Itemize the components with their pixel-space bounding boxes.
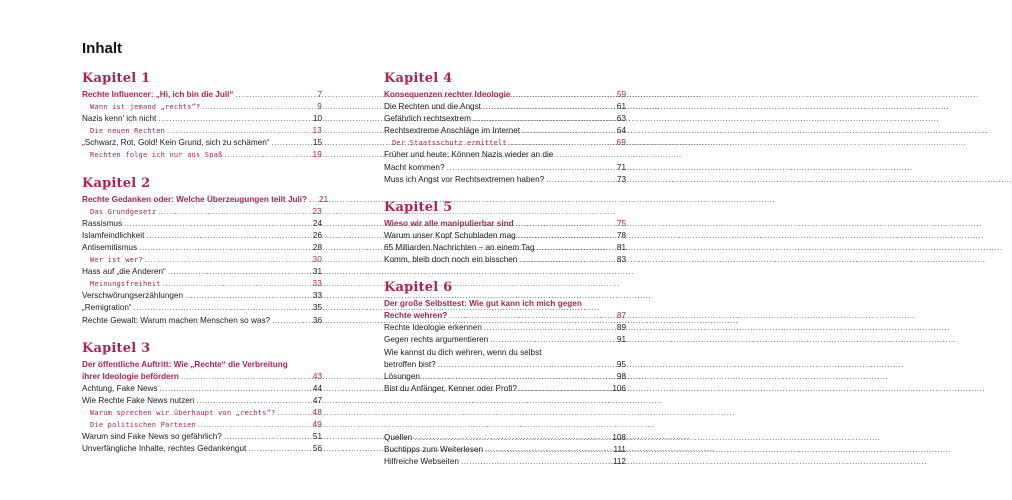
dot-leader bbox=[490, 334, 615, 346]
toc-entry[interactable] bbox=[384, 149, 626, 173]
page-number: 64 bbox=[616, 126, 626, 136]
toc-entry[interactable] bbox=[82, 359, 322, 383]
dot-leader bbox=[483, 101, 615, 113]
page-number: 98 bbox=[616, 371, 626, 381]
dot-leader bbox=[461, 456, 611, 468]
page-number: 108 bbox=[612, 432, 626, 442]
page-number: 28 bbox=[312, 242, 322, 252]
toc-entry-title: Lösungen bbox=[384, 371, 420, 381]
toc-entry-title: Wer ist wer? bbox=[90, 256, 143, 265]
dot-leader bbox=[198, 419, 311, 431]
toc-entry[interactable] bbox=[82, 419, 322, 431]
chapter-section bbox=[384, 71, 626, 186]
toc-entry-title-line: Der große Selbsttest: Wie gut kann ich mich gegen bbox=[384, 299, 582, 309]
toc-entry[interactable] bbox=[82, 431, 322, 443]
toc-entry-title: Konsequenzen rechter Ideologie bbox=[384, 90, 511, 99]
toc-entry[interactable] bbox=[82, 137, 322, 149]
dot-leader bbox=[163, 278, 311, 290]
page-number: 89 bbox=[616, 323, 626, 333]
toc-entry[interactable] bbox=[82, 230, 322, 242]
toc-entry-title: Verschwörungserzählungen bbox=[82, 291, 184, 301]
toc-entry-title: Rechte Influencer: „Hi, ich bin die Juli“ bbox=[82, 90, 234, 99]
toc-entry[interactable] bbox=[384, 242, 626, 254]
toc-entry-title: Achtung, Fake News bbox=[82, 383, 158, 393]
toc-entry-title: Warum sind Fake News so gefährlich? bbox=[82, 432, 222, 442]
toc-entry-title: Buchtipps zum Weiterlesen bbox=[384, 444, 484, 454]
toc-entry-title: Der Staatsschutz ermittelt bbox=[392, 139, 507, 148]
dot-leader bbox=[167, 125, 310, 137]
toc-entry[interactable] bbox=[384, 334, 626, 346]
toc-entry-title: Warum unser Kopf Schubladen mag bbox=[384, 230, 516, 240]
toc-entry-title: Rassismus bbox=[82, 218, 123, 228]
page-number: 36 bbox=[312, 315, 322, 325]
page-number: 73 bbox=[616, 174, 626, 184]
toc-entry[interactable] bbox=[82, 89, 322, 101]
page-number: 44 bbox=[312, 383, 322, 393]
dot-leader bbox=[518, 230, 615, 242]
dot-leader bbox=[202, 101, 315, 113]
dot-leader bbox=[124, 218, 311, 230]
dot-leader bbox=[473, 113, 615, 125]
page-number: 75 bbox=[616, 218, 626, 228]
toc-entry[interactable] bbox=[82, 113, 322, 125]
toc-entry-last-line bbox=[384, 359, 626, 371]
dot-leader bbox=[522, 125, 615, 137]
toc-entry[interactable] bbox=[82, 407, 322, 419]
dot-leader bbox=[168, 266, 311, 278]
page-number: 35 bbox=[312, 303, 322, 313]
toc-entry[interactable] bbox=[384, 432, 626, 444]
toc-entry[interactable] bbox=[82, 125, 322, 137]
page-number: 15 bbox=[312, 138, 322, 148]
dot-leader bbox=[248, 443, 311, 455]
toc-entry-title: Komm, bleib doch noch ein bisschen bbox=[384, 255, 518, 265]
toc-entry[interactable] bbox=[384, 254, 626, 266]
page-title: Inhalt bbox=[82, 40, 122, 57]
toc-entry[interactable] bbox=[82, 218, 322, 230]
toc-entry[interactable] bbox=[384, 101, 626, 113]
dot-leader bbox=[181, 371, 311, 383]
page-number: 56 bbox=[312, 444, 322, 454]
toc-entry[interactable] bbox=[384, 174, 626, 186]
dot-leader bbox=[447, 162, 615, 174]
toc-entry[interactable] bbox=[384, 444, 626, 456]
dot-leader bbox=[236, 89, 316, 101]
dot-leader bbox=[145, 254, 311, 266]
page-number: 33 bbox=[312, 279, 322, 289]
dot-leader bbox=[546, 174, 615, 186]
toc-entry[interactable] bbox=[82, 206, 322, 218]
toc-entry-title: Bist du Anfänger, Kenner oder Profi? bbox=[384, 383, 517, 393]
toc-entry-title: 65 Milliarden Nachrichten – an einem Tag bbox=[384, 242, 535, 252]
page-number: 19 bbox=[312, 150, 322, 160]
toc-entry-title: Rechte wehren? bbox=[384, 311, 448, 321]
toc-entry[interactable] bbox=[384, 322, 626, 334]
toc-entry-title: Islamfeindlichkeit bbox=[82, 230, 145, 240]
dot-leader bbox=[519, 383, 610, 395]
toc-entry-title: Quellen bbox=[384, 432, 413, 442]
toc-entry[interactable] bbox=[82, 383, 322, 395]
dot-leader bbox=[160, 383, 311, 395]
dot-leader bbox=[277, 407, 310, 419]
toc-entry-title: „Remigration“ bbox=[82, 303, 132, 313]
toc-entry-title: „Schwarz, Rot, Gold! Kein Grund, sich zu schämen“ bbox=[82, 138, 270, 148]
toc-entry[interactable] bbox=[82, 302, 322, 314]
toc-entry[interactable] bbox=[82, 149, 322, 161]
dot-leader bbox=[185, 290, 311, 302]
dot-leader bbox=[158, 113, 311, 125]
toc-entry-title: Wann ist jemand „rechts“? bbox=[90, 103, 201, 112]
toc-entry[interactable] bbox=[82, 101, 322, 113]
toc-entry[interactable] bbox=[82, 254, 322, 266]
page-number: 48 bbox=[312, 407, 322, 417]
page-number: 26 bbox=[312, 230, 322, 240]
toc-entry-title: betroffen bist? bbox=[384, 359, 436, 369]
toc-entry[interactable] bbox=[384, 347, 626, 371]
page-number: 23 bbox=[312, 206, 322, 216]
toc-entry-title-line: Der öffentliche Auftritt: Wie „Rechte“ die Verbreitung bbox=[82, 359, 288, 369]
toc-entry[interactable] bbox=[82, 395, 322, 407]
toc-entry[interactable] bbox=[384, 371, 626, 383]
dot-leader bbox=[509, 137, 615, 149]
toc-entry-last-line bbox=[384, 162, 626, 174]
dot-leader bbox=[438, 359, 615, 371]
dot-leader bbox=[271, 137, 310, 149]
page-number: 59 bbox=[616, 90, 626, 99]
toc-entry[interactable] bbox=[82, 194, 329, 206]
toc-entry[interactable] bbox=[82, 290, 322, 302]
chapter-heading[interactable]: Kapitel 2 bbox=[82, 175, 151, 191]
page-number: 31 bbox=[312, 267, 322, 277]
toc-entry-title: Rechte Gewalt: Warum machen Menschen so was? bbox=[82, 315, 271, 325]
dot-leader bbox=[309, 194, 317, 206]
dot-leader bbox=[485, 444, 611, 456]
toc-entry-last-line bbox=[82, 371, 322, 383]
dot-leader bbox=[449, 310, 615, 322]
page-number: 47 bbox=[312, 395, 322, 405]
page-number: 51 bbox=[312, 432, 322, 442]
dot-leader bbox=[134, 302, 311, 314]
dot-leader bbox=[224, 149, 310, 161]
toc-entry-title: Unverfängliche Inhalte, rechtes Gedankengut bbox=[82, 444, 247, 454]
page-number: 49 bbox=[312, 420, 322, 430]
toc-entry[interactable] bbox=[384, 218, 626, 230]
page-number: 24 bbox=[312, 218, 322, 228]
page-number: 71 bbox=[616, 162, 626, 172]
toc-entry-title-line: Wie kannst du dich wehren, wenn du selbst bbox=[384, 347, 542, 357]
dot-leader bbox=[516, 218, 615, 230]
toc-entry[interactable] bbox=[82, 443, 322, 455]
toc-entry-title: Die Rechten und die Angst bbox=[384, 102, 481, 112]
page-number: 7 bbox=[317, 90, 322, 99]
chapter-heading[interactable]: Kapitel 3 bbox=[82, 340, 151, 356]
chapter-heading[interactable]: Kapitel 5 bbox=[384, 199, 453, 215]
chapter-heading[interactable]: Kapitel 6 bbox=[384, 280, 453, 296]
page-number: 95 bbox=[616, 359, 626, 369]
page-number: 112 bbox=[612, 457, 626, 467]
toc-entry-title: Das Grundgesetz bbox=[90, 207, 157, 216]
dot-leader bbox=[484, 322, 615, 334]
toc-entry-title: Nazis kenn’ ich nicht bbox=[82, 114, 157, 124]
dot-leader bbox=[422, 371, 615, 383]
dot-leader bbox=[519, 254, 615, 266]
toc-right-column bbox=[384, 71, 626, 468]
dot-leader bbox=[272, 315, 311, 327]
toc-entry[interactable] bbox=[384, 125, 626, 137]
page-number: 63 bbox=[616, 114, 626, 124]
toc-entry-title: Rechte Ideologie erkennen bbox=[384, 323, 482, 333]
toc-entry-title: Wie Rechte Fake News nutzen bbox=[82, 395, 195, 405]
toc-entry-title: Rechtsextreme Anschläge im Internet bbox=[384, 126, 521, 136]
page-number: 43 bbox=[312, 371, 322, 381]
page-number: 87 bbox=[616, 311, 626, 321]
toc-entry-title: Muss ich Angst vor Rechtsextremen haben? bbox=[384, 174, 545, 184]
toc-entry[interactable] bbox=[82, 266, 322, 278]
toc-entry[interactable] bbox=[82, 315, 322, 327]
toc-entry-title: Gegen rechts argumentieren bbox=[384, 335, 489, 345]
toc-entry-title: Antisemitismus bbox=[82, 242, 138, 252]
dot-leader bbox=[537, 242, 615, 254]
toc-entry-title: Die politischen Parteien bbox=[90, 421, 196, 430]
toc-entry-title: Macht kommen? bbox=[384, 162, 445, 172]
toc-entry-last-line bbox=[384, 310, 626, 322]
toc-entry-title-line: Früher und heute: Können Nazis wieder an die bbox=[384, 150, 554, 160]
page-number: 10 bbox=[312, 114, 322, 124]
page-number: 9 bbox=[317, 102, 322, 112]
dot-leader bbox=[146, 230, 311, 242]
page-number: 91 bbox=[616, 335, 626, 345]
page-number: 106 bbox=[612, 383, 626, 393]
toc-entry[interactable] bbox=[384, 456, 626, 468]
toc-entry[interactable] bbox=[384, 89, 626, 101]
toc-entry[interactable] bbox=[384, 137, 626, 149]
toc-entry-title: Die neuen Rechten bbox=[90, 127, 166, 136]
chapter-section bbox=[384, 280, 626, 395]
dot-leader bbox=[139, 242, 311, 254]
toc-entry[interactable] bbox=[384, 383, 626, 395]
dot-leader bbox=[196, 395, 310, 407]
toc-entry-title: Hilfreiche Webseiten bbox=[384, 457, 459, 467]
toc-entry[interactable] bbox=[384, 230, 626, 242]
page-number: 83 bbox=[616, 255, 626, 265]
toc-entry-title: Rechte Gedanken oder: Welche Überzeugungen teilt Juli? bbox=[82, 194, 308, 204]
page-number: 78 bbox=[616, 230, 626, 240]
back-matter-list bbox=[384, 432, 626, 468]
toc-entry-title: ihrer Ideologie befördern bbox=[82, 371, 179, 381]
chapter-section bbox=[82, 175, 329, 327]
toc-entry[interactable] bbox=[384, 298, 626, 322]
toc-entry[interactable] bbox=[82, 242, 322, 254]
toc-entry[interactable] bbox=[384, 113, 626, 125]
page-number: 61 bbox=[616, 102, 626, 112]
toc-entry-title: Hass auf „die Anderen“ bbox=[82, 267, 166, 277]
page-number: 33 bbox=[312, 291, 322, 301]
dot-leader bbox=[512, 89, 614, 101]
toc-left-column bbox=[82, 71, 329, 469]
toc-entry-title: Warum sprechen wir überhaupt von „rechts“? bbox=[90, 408, 276, 417]
chapter-heading[interactable]: Kapitel 1 bbox=[82, 71, 151, 86]
page-number: 111 bbox=[613, 444, 626, 454]
chapter-section bbox=[82, 341, 322, 456]
toc-entry[interactable] bbox=[82, 278, 322, 290]
dot-leader bbox=[414, 432, 610, 444]
page-number: 21 bbox=[319, 194, 329, 204]
dot-leader bbox=[224, 431, 311, 443]
chapter-heading[interactable]: Kapitel 4 bbox=[384, 71, 453, 86]
chapter-section bbox=[384, 200, 626, 266]
toc-entry-title: Meinungsfreiheit bbox=[90, 280, 161, 289]
page-number: 69 bbox=[616, 138, 626, 148]
dot-leader bbox=[158, 206, 310, 218]
page-number: 13 bbox=[312, 126, 322, 136]
toc-entry-title: Wieso wir alle manipulierbar sind bbox=[384, 218, 514, 228]
toc-entry-title: Rechten folge ich nur aus Spaß bbox=[90, 151, 223, 160]
chapter-section bbox=[82, 71, 322, 162]
page-number: 30 bbox=[312, 255, 322, 265]
page-number: 81 bbox=[616, 242, 626, 252]
toc-entry-title: Gefährlich rechtsextrem bbox=[384, 114, 471, 124]
